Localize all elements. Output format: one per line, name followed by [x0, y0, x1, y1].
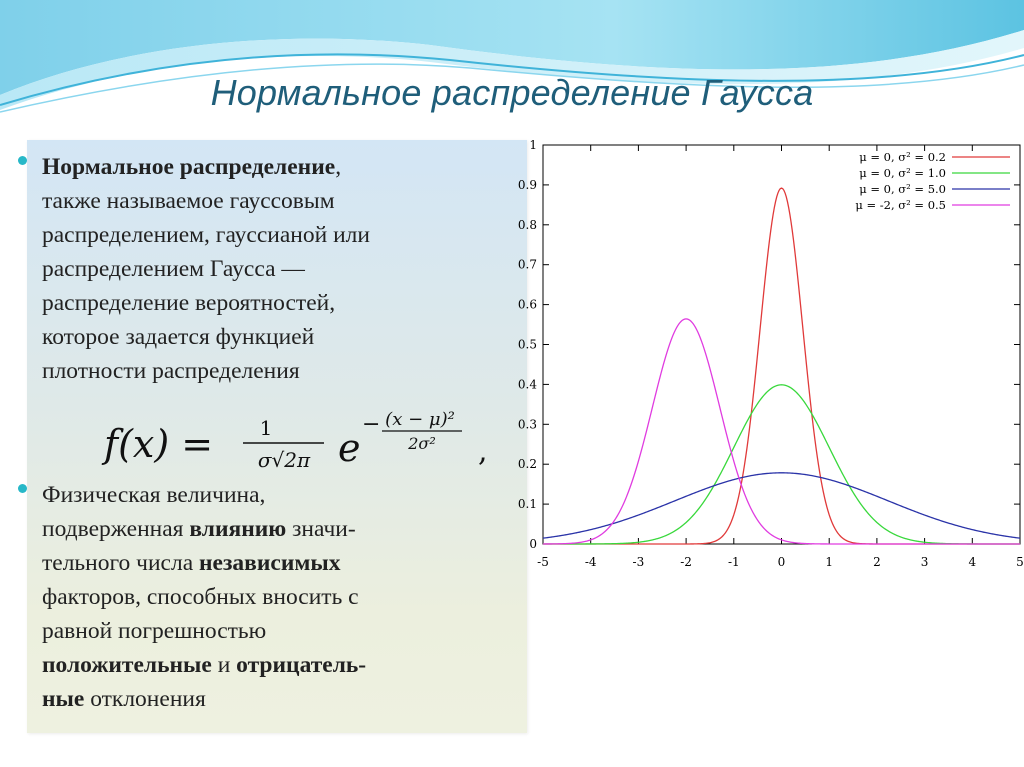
text-line: факторов, способных вносить с	[42, 584, 359, 610]
legend-label: μ = 0, σ² = 1.0	[859, 166, 946, 180]
text-line: распределение вероятностей,	[42, 290, 336, 316]
legend-label: μ = 0, σ² = 5.0	[859, 182, 946, 196]
formula-base: e	[338, 426, 361, 470]
x-tick-label: 5	[1016, 555, 1024, 569]
term-bold: положительные	[42, 652, 212, 678]
y-tick-label: 0.6	[517, 297, 537, 312]
text-line	[42, 546, 502, 580]
text-fragment: и	[211, 652, 237, 678]
chart-axes	[518, 138, 1024, 569]
x-tick-label: -5	[537, 555, 549, 569]
text-line: распределением Гаусса —	[42, 256, 305, 282]
y-tick-label: 1	[529, 138, 537, 152]
text-line: плотности распределения	[42, 358, 300, 384]
text-line: Физическая величина,	[42, 482, 266, 508]
y-tick-label: 0.3	[517, 417, 537, 432]
bullet-marker	[18, 156, 27, 165]
bullet-definition	[42, 150, 502, 388]
series-line-4	[543, 319, 1020, 544]
text-line: равной погрешностью	[42, 618, 267, 644]
text-line: которое задается функцией	[42, 324, 315, 350]
chart-legend	[855, 150, 1010, 212]
formula-denominator: σ√2π	[257, 448, 311, 472]
gauss-formula	[100, 405, 520, 475]
formula-exp-numerator: (x − μ)²	[385, 409, 455, 430]
bullet-physical	[42, 478, 502, 716]
y-tick-label: 0.2	[517, 457, 537, 472]
term-bold: ные	[42, 686, 85, 712]
text-line	[42, 648, 502, 682]
text-fragment: отклонения	[84, 686, 206, 712]
legend-label: μ = -2, σ² = 0.5	[855, 198, 946, 212]
legend-label: μ = 0, σ² = 0.2	[859, 150, 946, 164]
x-tick-label: -1	[727, 555, 740, 569]
text-fragment: значи-	[286, 516, 356, 542]
text-line: также называемое гауссовым	[42, 188, 335, 214]
text-line: распределением, гауссианой или	[42, 222, 370, 248]
formula-exp-sign: −	[362, 412, 381, 437]
y-tick-label: 0.4	[517, 377, 537, 392]
x-tick-label: -4	[584, 555, 597, 569]
x-tick-label: 1	[825, 555, 834, 569]
x-tick-label: -3	[632, 555, 645, 569]
text-line	[42, 512, 502, 546]
y-tick-label: 0.5	[517, 337, 537, 352]
x-tick-label: -2	[680, 555, 692, 569]
formula-tail: ,	[478, 434, 488, 469]
text-fragment: ,	[335, 154, 342, 180]
y-tick-label: 0.7	[517, 257, 537, 272]
x-tick-label: 0	[777, 555, 786, 569]
text-fragment: подверженная	[42, 516, 190, 542]
y-tick-label: 0	[529, 537, 537, 551]
formula-lhs: f(x) =	[104, 422, 214, 466]
term-bold: независимых	[199, 550, 341, 576]
term-bold: отрицатель-	[236, 652, 367, 678]
page-title: Нормальное распределение Гаусса	[210, 72, 814, 113]
chart-series	[543, 188, 1020, 544]
formula-numerator: 1	[259, 416, 273, 440]
series-line-1	[543, 188, 1020, 544]
x-tick-label: 3	[920, 555, 929, 569]
x-tick-label: 2	[873, 555, 881, 569]
text-fragment: тельного числа	[42, 550, 200, 576]
text-line	[42, 682, 502, 716]
plot-frame	[543, 145, 1020, 544]
x-tick-label: 4	[968, 555, 977, 569]
y-tick-label: 0.9	[517, 177, 537, 192]
term-bold: Нормальное распределение	[42, 154, 336, 180]
y-tick-label: 0.8	[517, 217, 537, 232]
y-tick-label: 0.1	[517, 497, 537, 512]
gaussian-chart	[517, 130, 1024, 580]
term-bold: влиянию	[189, 516, 287, 542]
formula-exp-denominator: 2σ²	[408, 434, 436, 453]
bullet-marker	[18, 484, 27, 493]
series-line-3	[543, 473, 1020, 538]
